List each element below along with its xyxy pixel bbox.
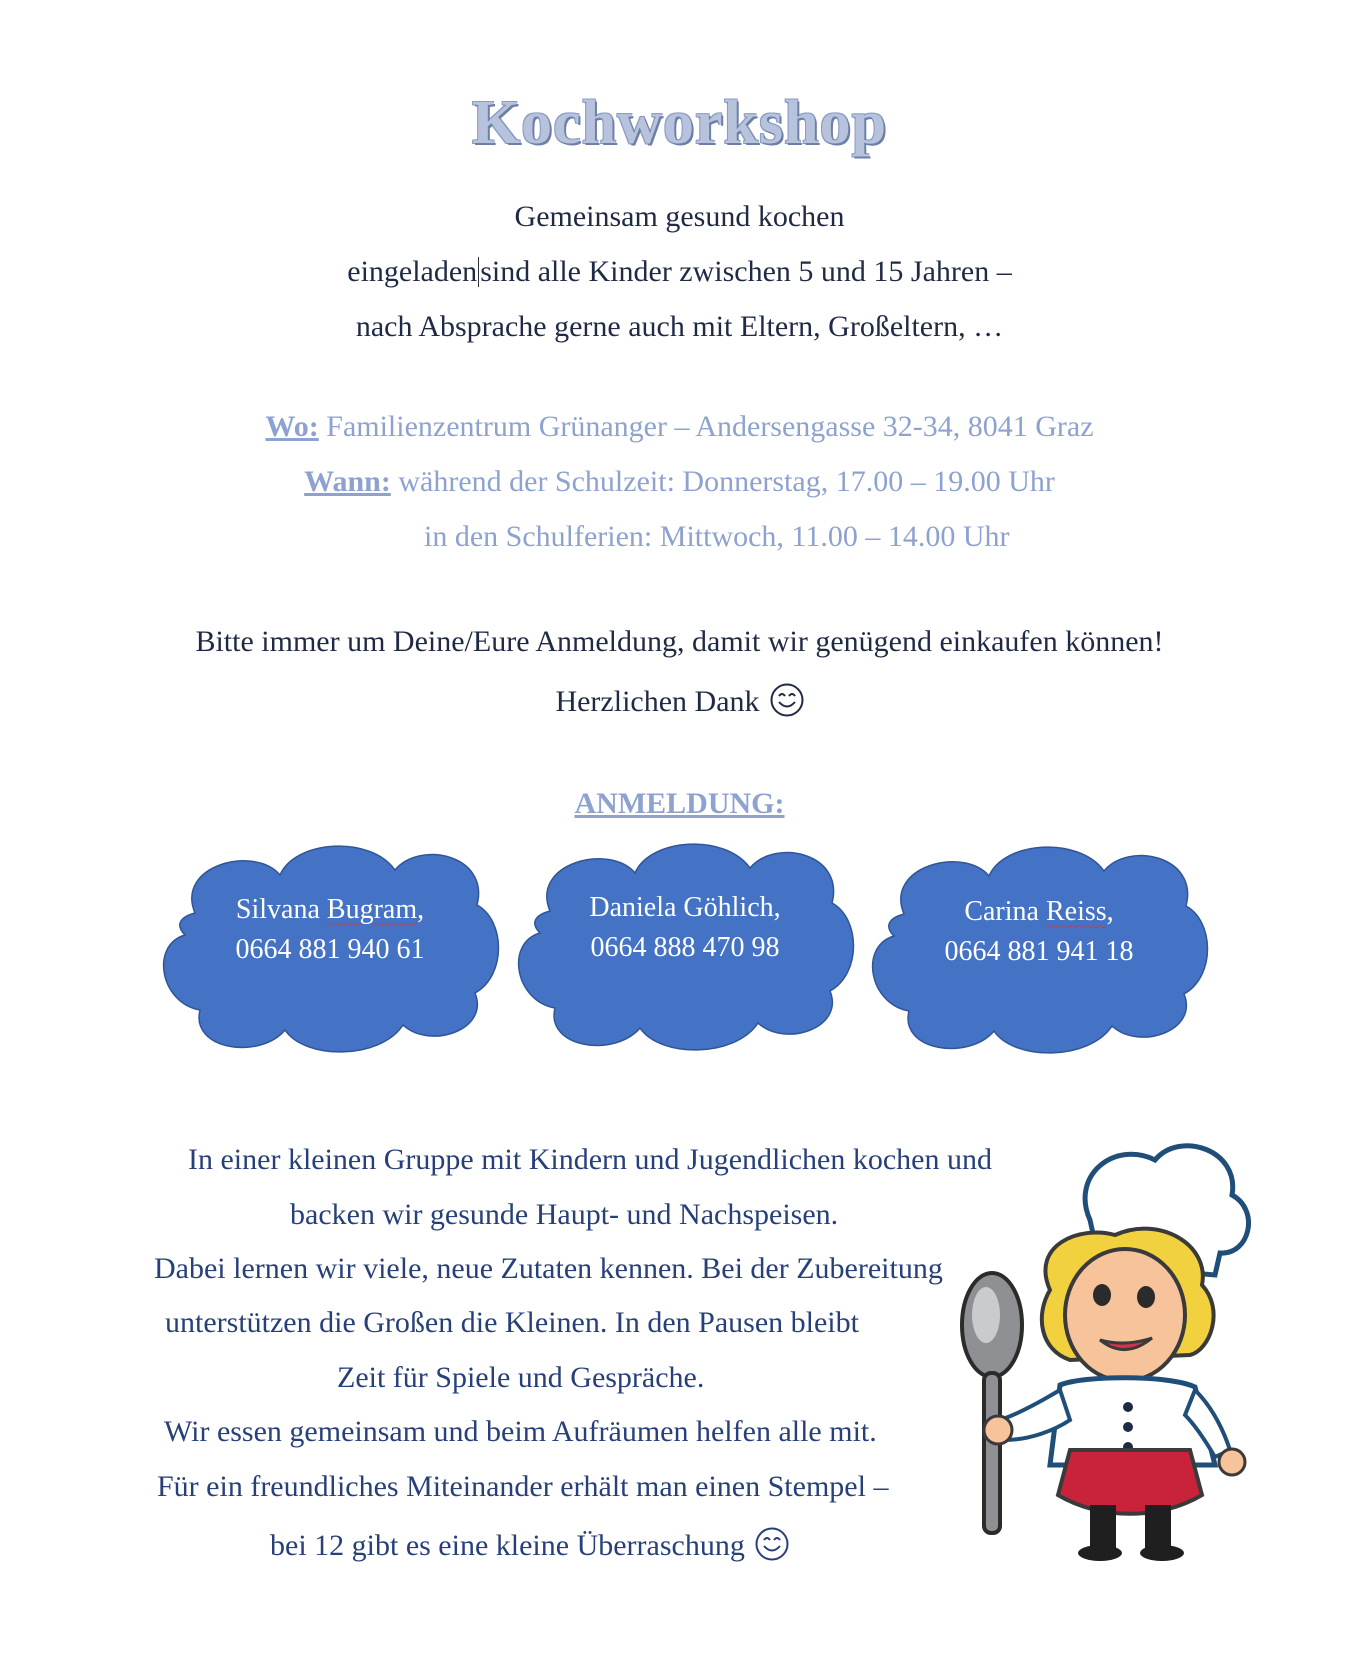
contact-comma: , [417,894,425,925]
contact-cloud-silvana [155,835,505,1065]
intro-line-2-part1: eingeladen [347,255,478,288]
intro-line-1: Gemeinsam gesund kochen [514,200,845,233]
registration-notice: Bitte immer um Deine/Eure Anmeldung, damit wir genügend einkaufen können! [195,625,1164,658]
thanks-line [0,683,1359,719]
contact-phone: 0664 881 941 18 [944,936,1134,967]
smiley-icon [770,683,804,717]
contact-phone: 0664 888 470 98 [590,932,780,963]
chef-illustration [940,1135,1270,1565]
location-line [0,410,1359,444]
contact-cloud-daniela [510,833,860,1063]
intro-line-2-part2: sind alle Kinder zwischen 5 und 15 Jahren – [480,255,1012,288]
contact-comma: , [1106,896,1114,927]
description-line: Für ein freundliches Miteinander erhält man einen Stempel – [157,1470,889,1503]
description-line: bei 12 gibt es eine kleine Überraschung [270,1529,745,1562]
contact-text [155,890,505,970]
description-line: backen wir gesunde Haupt- und Nachspeisen. [290,1198,839,1231]
contact-last-name: Bugram [326,894,418,925]
time-text: während der Schulzeit: Donnerstag, 17.00 – 19.00 Uhr [390,465,1055,498]
description-line: Zeit für Spiele und Gespräche. [337,1361,705,1394]
smiley-icon [755,1527,789,1561]
spoon-icon [962,1273,1022,1533]
time-label: Wann: [304,465,391,498]
contact-cloud-carina [864,836,1214,1066]
contact-comma: , [773,892,781,923]
contact-first-name: Daniela Göhlich [589,892,774,923]
contact-phone: 0664 881 940 61 [235,934,425,965]
contact-name [155,890,505,930]
contact-last-name: Reiss [1045,896,1107,927]
description-line: In einer kleinen Gruppe mit Kindern und Jugendlichen kochen und [188,1143,992,1176]
intro-line-2 [0,255,1359,289]
page-title: Kochworkshop [471,89,888,157]
time-line [0,465,1359,499]
holiday-time-line: in den Schulferien: Mittwoch, 11.00 – 14.00 Uhr [424,520,1010,553]
location-label: Wo: [265,410,319,443]
description-line: Dabei lernen wir viele, neue Zutaten kennen. Bei der Zubereitung [154,1252,943,1285]
description-line: Wir essen gemeinsam und beim Aufräumen helfen alle mit. [164,1415,877,1448]
contact-text [864,892,1214,972]
contact-first-name: Carina [964,896,1046,927]
contact-first-name: Silvana [235,894,327,925]
registration-heading: ANMELDUNG: [574,787,785,820]
contact-name [510,888,860,928]
description-line: unterstützen die Großen die Kleinen. In den Pausen bleibt [165,1306,859,1339]
contact-text [510,888,860,968]
intro-line-3: nach Absprache gerne auch mit Eltern, Großeltern, … [355,310,1004,343]
contact-name [864,892,1214,932]
description-last-line [270,1527,789,1563]
thanks-text: Herzlichen Dank [555,685,760,718]
location-text: Familienzentrum Grünanger – Andersengasse 32-34, 8041 Graz [318,410,1094,443]
